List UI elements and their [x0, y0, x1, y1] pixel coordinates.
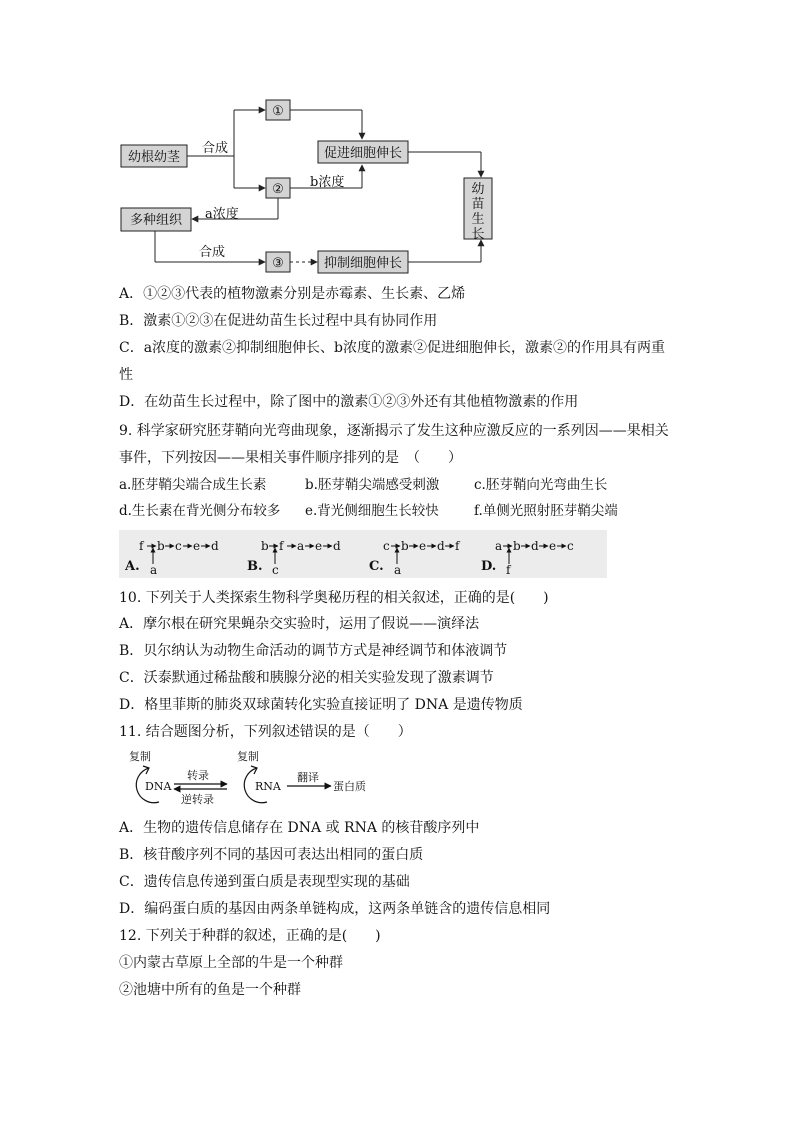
q10-option-c: C．沃泰默通过稀盐酸和胰腺分泌的相关实验发现了激素调节: [119, 670, 494, 686]
q9-event-b: b.胚芽鞘尖端感受刺激: [305, 477, 440, 493]
q9-answer-d-step-5: c: [567, 539, 574, 553]
q9-event-f: f.单侧光照射胚芽鞘尖端: [474, 503, 618, 519]
q9-answer-c-step-4: d: [437, 539, 445, 553]
q10-option-b: B．贝尔纳认为动物生命活动的调节方式是神经调节和体液调节: [119, 643, 508, 659]
seedling-char-3: 生: [471, 212, 485, 227]
central-dogma-diagram: [119, 748, 379, 810]
q9-answer-d-step-2: b: [513, 539, 521, 553]
q12-stem: 12. 下列关于种群的叙述，正确的是( ): [119, 928, 381, 944]
q11-option-a: A．生物的遗传信息储存在 DNA 或 RNA 的核苷酸序列中: [119, 820, 480, 836]
dna-label: DNA: [145, 780, 172, 793]
q9-answer-c-step-5: f: [455, 539, 460, 553]
q9-answer-a-under: a: [150, 563, 158, 577]
q8-option-c-line1: C．a浓度的激素②抑制细胞伸长、b浓度的激素②促进细胞伸长，激素②的作用具有两重: [119, 340, 666, 356]
q9-answer-b-under: c: [272, 563, 279, 577]
q9-answer-c-step-1: c: [383, 539, 390, 553]
promote-label: 促进细胞伸长: [323, 146, 403, 161]
q11-option-d: D．编码蛋白质的基因由两条单链构成，这两条单链含的遗传信息相同: [119, 901, 551, 917]
q9-answer-b-step-4: e: [315, 539, 323, 553]
q8-option-a: A．①②③代表的植物激素分别是赤霉素、生长素、乙烯: [119, 286, 466, 302]
inhibit-label: 抑制细胞伸长: [323, 256, 403, 271]
replicate-label-2: 复制: [237, 750, 259, 763]
seedling-char-1: 幼: [471, 182, 485, 197]
q9-event-d: d.生长素在背光侧分布较多: [119, 503, 281, 519]
q10-option-a: A．摩尔根在研究果蝇杂交实验时，运用了假说——演绎法: [119, 616, 480, 632]
seedling-char-4: 长: [471, 227, 485, 242]
seedling-char-2: 苗: [471, 197, 485, 212]
q9-answer-d-label: D.: [481, 559, 497, 574]
synth-top-label: 合成: [202, 141, 229, 156]
q9-answer-d-under: f: [506, 563, 511, 577]
q9-answer-b-step-2: f: [279, 539, 284, 553]
q10-stem: 10. 下列关于人类探索生物科学奥秘历程的相关叙述，正确的是( ): [119, 590, 549, 606]
q9-answer-a-step-1: f: [139, 539, 144, 553]
hormone-diagram: [115, 95, 505, 275]
q9-answer-d-step-1: a: [495, 539, 503, 553]
root-label: 幼根幼茎: [127, 150, 181, 165]
b-conc-label: b浓度: [310, 175, 345, 190]
q9-answer-a-step-3: c: [175, 539, 182, 553]
q9-stem-line2: 事件，下列按因——果相关事件顺序排列的是 （ ）: [119, 450, 462, 466]
translate-label: 翻译: [297, 771, 319, 784]
q9-answer-c-step-2: b: [401, 539, 409, 553]
q11-option-b: B．核苷酸序列不同的基因可表达出相同的蛋白质: [119, 847, 424, 863]
q9-answer-a-label: A.: [125, 559, 140, 574]
a-conc-label: a浓度: [205, 207, 239, 222]
q9-answer-d-step-4: e: [549, 539, 557, 553]
q9-answer-bar: [119, 530, 607, 578]
q8-option-c-line2: 性: [119, 367, 133, 383]
box-1-label: ①: [272, 104, 284, 119]
q9-event-c: c.胚芽鞘向光弯曲生长: [474, 477, 608, 493]
q9-answer-b-step-1: b: [261, 539, 269, 553]
q9-answer-a-step-4: e: [193, 539, 201, 553]
rna-label: RNA: [255, 780, 281, 793]
synth-bottom-label: 合成: [199, 245, 226, 260]
q10-option-d: D．格里菲斯的肺炎双球菌转化实验直接证明了 DNA 是遗传物质: [119, 697, 523, 713]
q9-answer-a-step-2: b: [157, 539, 165, 553]
q11-option-c: C．遗传信息传递到蛋白质是表现型实现的基础: [119, 874, 410, 890]
q9-answer-c-under: a: [394, 563, 402, 577]
q11-stem: 11. 结合题图分析，下列叙述错误的是（ ）: [119, 724, 412, 740]
q9-event-a: a.胚芽鞘尖端合成生长素: [119, 477, 267, 493]
q9-stem-line1: 9. 科学家研究胚芽鞘向光弯曲现象，逐渐揭示了发生这种应激反应的一系列因——果相关: [119, 423, 669, 439]
q9-answer-c-label: C.: [369, 559, 384, 574]
q8-option-b: B．激素①②③在促进幼苗生长过程中具有协同作用: [119, 313, 438, 329]
q9-answer-sequences: [119, 530, 607, 578]
transcribe-label: 转录: [187, 769, 209, 782]
q9-event-e: e.背光侧细胞生长较快: [305, 503, 439, 519]
q12-statement-1: ①内蒙古草原上全部的牛是一个种群: [119, 955, 343, 971]
reverse-transcribe-label: 逆转录: [181, 793, 214, 806]
q9-answer-b-label: B.: [247, 559, 263, 574]
box-3-label: ③: [272, 256, 284, 271]
q8-option-d: D．在幼苗生长过程中，除了图中的激素①②③外还有其他植物激素的作用: [119, 394, 579, 410]
replicate-label-1: 复制: [129, 750, 151, 763]
q9-answer-b-step-3: a: [297, 539, 305, 553]
q9-answer-b-step-5: d: [333, 539, 341, 553]
q9-answer-c-step-3: e: [419, 539, 427, 553]
q12-statement-2: ②池塘中所有的鱼是一个种群: [119, 982, 301, 998]
protein-label: 蛋白质: [333, 780, 366, 793]
q9-answer-d-step-3: d: [531, 539, 539, 553]
box-2-label: ②: [272, 182, 284, 197]
q9-answer-a-step-5: d: [211, 539, 219, 553]
tissue-label: 多种组织: [129, 213, 183, 228]
